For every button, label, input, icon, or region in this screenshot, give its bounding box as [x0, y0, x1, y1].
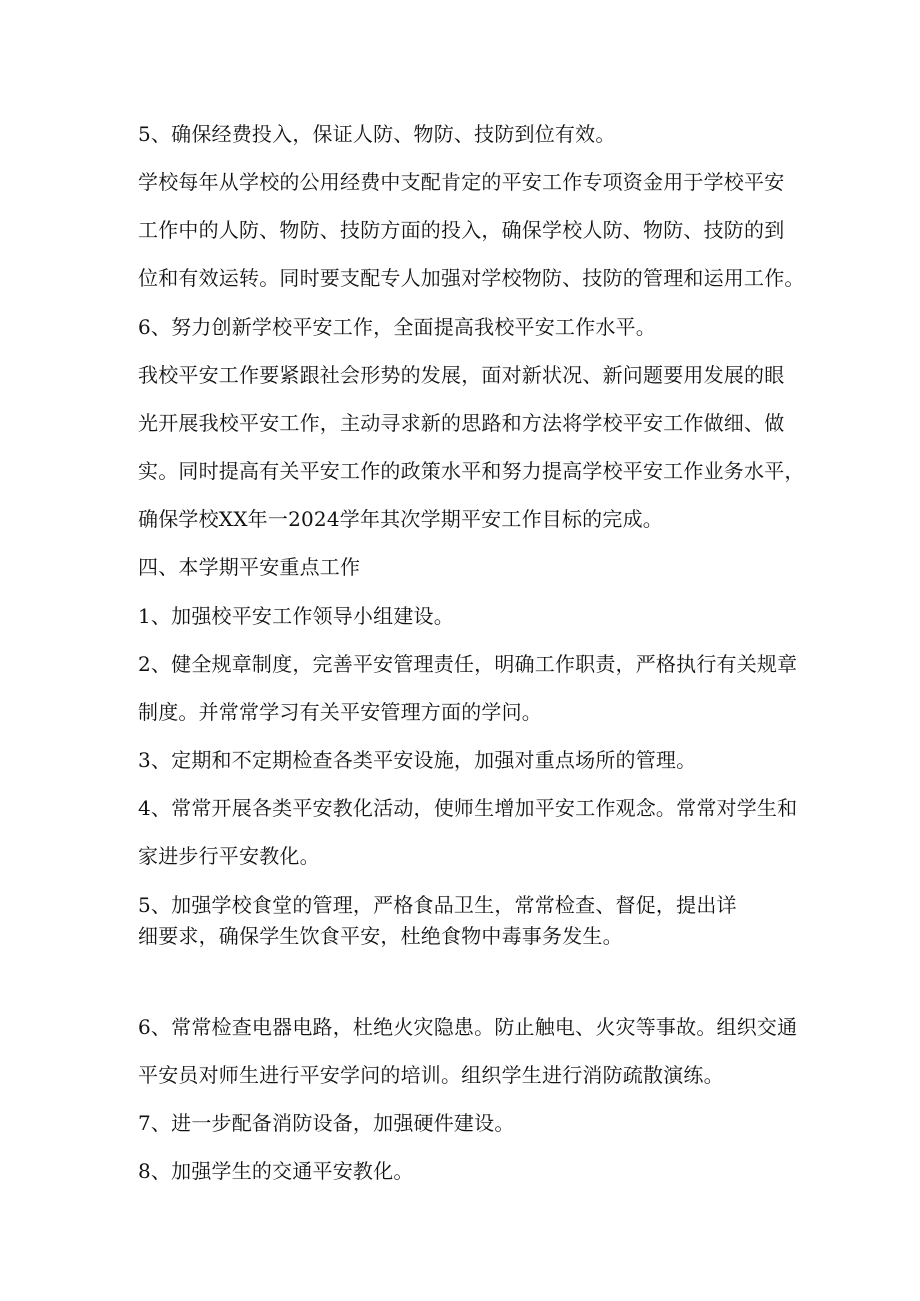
list-item: 3、定期和不定期检查各类平安设施，加强对重点场所的管理。: [138, 748, 697, 772]
section-heading: 四、本学期平安重点工作: [138, 555, 361, 579]
list-item: 2、健全规章制度，完善平安管理责任，明确工作职责，严格执行有关规章: [138, 652, 798, 676]
list-item-continuation: 平安员对师生进行平安学问的培训。组织学生进行消防疏散演练。: [138, 1063, 724, 1087]
list-item-continuation: 家进步行平安教化。: [138, 844, 320, 868]
list-item: 8、加强学生的交通平安教化。: [138, 1159, 414, 1183]
paragraph-line: 我校平安工作要紧跟社会形势的发展，面对新状况、新问题要用发展的眼: [138, 363, 785, 387]
list-item-continuation: 细要求，确保学生饮食平安，杜绝食物中毒事务发生。: [138, 924, 623, 948]
paragraph-line: 光开展我校平安工作，主动寻求新的思路和方法将学校平安工作做细、做: [138, 411, 785, 435]
paragraph-line: 工作中的人防、物防、技防方面的投入，确保学校人防、物防、技防的到: [138, 218, 785, 242]
paragraph-line: 确保学校XX年一2024学年其次学期平安工作目标的完成。: [138, 507, 663, 531]
list-item: 7、进一步配备消防设备，加强硬件建设。: [138, 1111, 515, 1135]
paragraph-line: 学校每年从学校的公用经费中支配肯定的平安工作专项资金用于学校平安: [138, 170, 785, 194]
heading-innovation: 6、努力创新学校平安工作，全面提高我校平安工作水平。: [138, 315, 656, 339]
list-item: 5、加强学校食堂的管理，严格食品卫生，常常检查、督促，提出详: [138, 893, 737, 917]
paragraph-line: 位和有效运转。同时要支配专人加强对学校物防、技防的管理和运用工作。: [138, 266, 805, 290]
list-item: 4、常常开展各类平安教化活动，使师生增加平安工作观念。常常对学生和: [138, 796, 798, 820]
list-item: 1、加强校平安工作领导小组建设。: [138, 604, 454, 628]
paragraph-line: 实。同时提高有关平安工作的政策水平和努力提高学校平安工作业务水平，: [138, 459, 805, 483]
list-item-continuation: 制度。并常常学习有关平安管理方面的学问。: [138, 700, 542, 724]
list-item: 6、常常检查电器电路，杜绝火灾隐患。防止触电、火灾等事故。组织交通: [138, 1015, 798, 1039]
heading-funding: 5、确保经费投入，保证人防、物防、技防到位有效。: [138, 122, 616, 146]
